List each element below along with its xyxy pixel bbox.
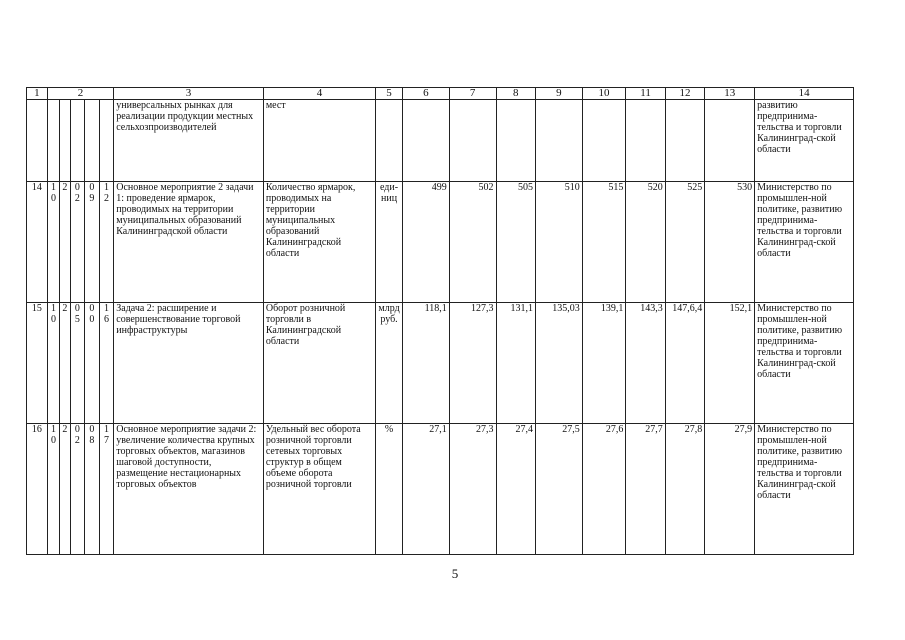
value-cell: 520 bbox=[626, 182, 665, 303]
code-cell: 16 bbox=[99, 303, 114, 424]
value-cell: 27,8 bbox=[665, 424, 704, 555]
row-number: 16 bbox=[27, 424, 48, 555]
value-cell: 27,1 bbox=[403, 424, 450, 555]
unit bbox=[376, 100, 403, 182]
header-cell: 2 bbox=[47, 88, 113, 100]
measure-name: универсальных рынках для реализации продукции местных сельхозпроизводителей bbox=[114, 100, 264, 182]
value-cell: 27,5 bbox=[535, 424, 582, 555]
value-cell: 505 bbox=[496, 182, 535, 303]
value-cell: 27,6 bbox=[582, 424, 626, 555]
value-cell: 27,3 bbox=[449, 424, 496, 555]
header-cell: 14 bbox=[755, 88, 854, 100]
table-row bbox=[27, 424, 854, 555]
indicator-name: Удельный вес оборота розничной торговли сетевых торговых структур в общем объеме оборота розничной торговли bbox=[263, 424, 375, 555]
code-cell: 02 bbox=[70, 424, 85, 555]
responsible: Министерство по промышлен-ной политике, развитию предпринима-тельства и торговли Калининград-ской области bbox=[755, 303, 854, 424]
row-number: 15 bbox=[27, 303, 48, 424]
header-cell: 7 bbox=[449, 88, 496, 100]
code-cell: 2 bbox=[60, 303, 70, 424]
header-cell: 6 bbox=[403, 88, 450, 100]
value-cell: 135,03 bbox=[535, 303, 582, 424]
value-cell: 118,1 bbox=[403, 303, 450, 424]
row-number: 14 bbox=[27, 182, 48, 303]
value-cell: 127,3 bbox=[449, 303, 496, 424]
value-cell: 510 bbox=[535, 182, 582, 303]
code-cell: 17 bbox=[99, 424, 114, 555]
header-cell: 5 bbox=[376, 88, 403, 100]
value-cell: 499 bbox=[403, 182, 450, 303]
value-cell: 525 bbox=[665, 182, 704, 303]
value-cell: 27,4 bbox=[496, 424, 535, 555]
header-cell: 9 bbox=[535, 88, 582, 100]
indicator-name: Количество ярмарок, проводимых на территории муниципальных образований Калининградской области bbox=[263, 182, 375, 303]
code-cell: 12 bbox=[99, 182, 114, 303]
header-cell: 3 bbox=[114, 88, 264, 100]
program-table bbox=[26, 87, 854, 555]
header-cell: 11 bbox=[626, 88, 665, 100]
value-cell: 139,1 bbox=[582, 303, 626, 424]
value-cell: 27,9 bbox=[705, 424, 755, 555]
code-cell: 10 bbox=[47, 182, 59, 303]
header-row bbox=[27, 88, 854, 100]
value-cell: 502 bbox=[449, 182, 496, 303]
code-cell: 00 bbox=[85, 303, 100, 424]
code-cell: 2 bbox=[60, 182, 70, 303]
responsible: Министерство по промышлен-ной политике, развитию предпринима-тельства и торговли Калининград-ской области bbox=[755, 182, 854, 303]
responsible: Министерство по промышлен-ной политике, развитию предпринима-тельства и торговли Калининград-ской области bbox=[755, 424, 854, 555]
header-cell: 8 bbox=[496, 88, 535, 100]
header-cell: 12 bbox=[665, 88, 704, 100]
responsible: развитию предпринима-тельства и торговли Калининград-ской области bbox=[755, 100, 854, 182]
value-cell: 530 bbox=[705, 182, 755, 303]
header-cell: 4 bbox=[263, 88, 375, 100]
value-cell: 143,3 bbox=[626, 303, 665, 424]
value-cell: 131,1 bbox=[496, 303, 535, 424]
header-cell: 10 bbox=[582, 88, 626, 100]
indicator-name: мест bbox=[263, 100, 375, 182]
header-cell: 1 bbox=[27, 88, 48, 100]
indicator-name: Оборот розничной торговли в Калининградской области bbox=[263, 303, 375, 424]
table-row bbox=[27, 100, 854, 182]
measure-name: Основное мероприятие 2 задачи 1: проведение ярмарок, проводимых на территории муниципальных образований Калининградской области bbox=[114, 182, 264, 303]
value-cell: 27,7 bbox=[626, 424, 665, 555]
code-cell: 02 bbox=[70, 182, 85, 303]
unit: млрд руб. bbox=[376, 303, 403, 424]
header-cell: 13 bbox=[705, 88, 755, 100]
code-cell: 10 bbox=[47, 424, 59, 555]
measure-name: Основное мероприятие задачи 2: увеличение количества крупных торговых объектов, магазинов шаговой доступности, размещение нестационарных торговых объектов bbox=[114, 424, 264, 555]
code-cell: 2 bbox=[60, 424, 70, 555]
code-cell: 10 bbox=[47, 303, 59, 424]
table-row bbox=[27, 182, 854, 303]
value-cell: 147,6,4 bbox=[665, 303, 704, 424]
value-cell: 152,1 bbox=[705, 303, 755, 424]
unit: еди-ниц bbox=[376, 182, 403, 303]
code-cell: 08 bbox=[85, 424, 100, 555]
page-number: 5 bbox=[451, 566, 459, 581]
unit: % bbox=[376, 424, 403, 555]
value-cell: 515 bbox=[582, 182, 626, 303]
measure-name: Задача 2: расширение и совершенствование торговой инфраструктуры bbox=[114, 303, 264, 424]
code-cell: 09 bbox=[85, 182, 100, 303]
code-cell: 05 bbox=[70, 303, 85, 424]
table-row bbox=[27, 303, 854, 424]
